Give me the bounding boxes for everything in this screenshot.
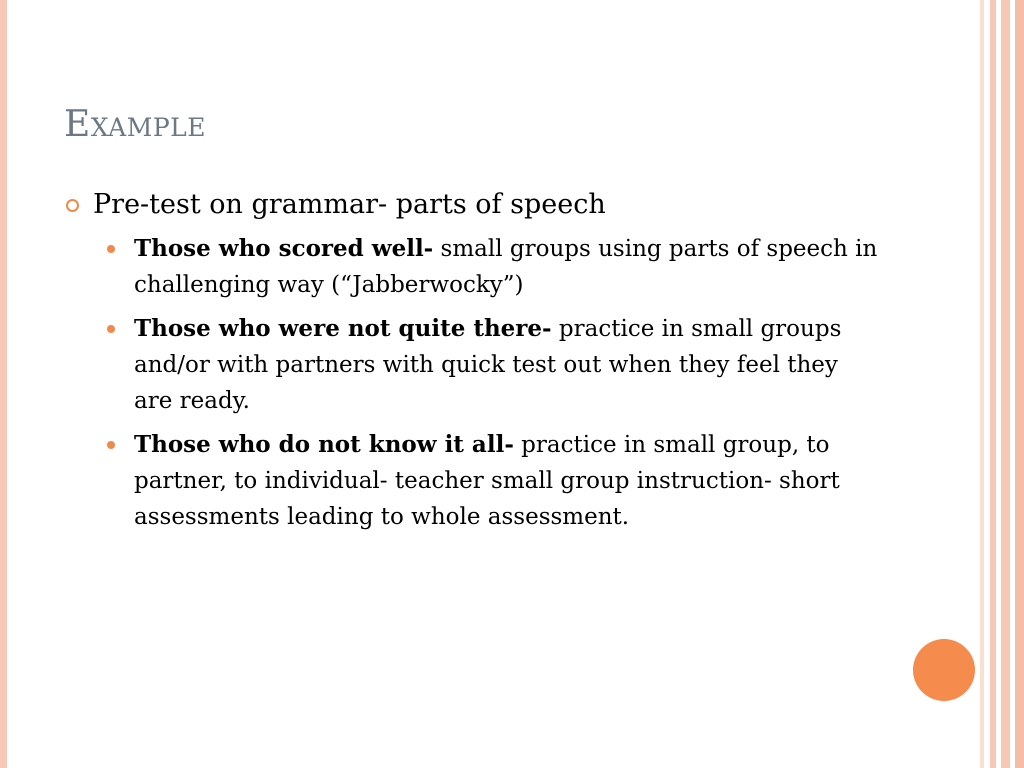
stripe bbox=[990, 0, 996, 768]
stripe bbox=[1001, 0, 1010, 768]
main-bullet-text: Pre-test on grammar- parts of speech bbox=[93, 189, 606, 220]
right-stripes-decoration bbox=[980, 0, 1024, 768]
ring-bullet-icon bbox=[66, 199, 79, 212]
stripe bbox=[1015, 0, 1024, 768]
left-border-decoration bbox=[0, 0, 7, 768]
orange-circle-decoration bbox=[913, 639, 975, 701]
sub-bullet bbox=[134, 311, 879, 419]
sub-bullet-bold: Those who do not know it all- bbox=[134, 431, 514, 458]
dot-bullet-icon bbox=[107, 441, 115, 449]
sub-bullet-text: small groups using parts of speech in challenging way (“Jabberwocky”) bbox=[134, 236, 878, 298]
sub-bullet-bold: Those who scored well- bbox=[134, 235, 434, 262]
sub-bullet bbox=[134, 231, 879, 303]
stripe bbox=[980, 0, 984, 768]
dot-bullet-icon bbox=[107, 245, 115, 253]
sub-bullet-bold: Those who were not quite there- bbox=[134, 315, 552, 342]
sub-bullet-text: practice in small groups and/or with partners with quick test out when they feel they are ready. bbox=[134, 316, 842, 414]
sub-bullet bbox=[134, 427, 879, 535]
slide-content bbox=[64, 185, 894, 543]
main-bullet bbox=[64, 185, 894, 225]
slide-title: Example bbox=[64, 104, 207, 145]
dot-bullet-icon bbox=[107, 325, 115, 333]
sub-bullet-text: practice in small group, to partner, to individual- teacher small group instruction- short assessments leading to whole assessment. bbox=[134, 432, 840, 530]
